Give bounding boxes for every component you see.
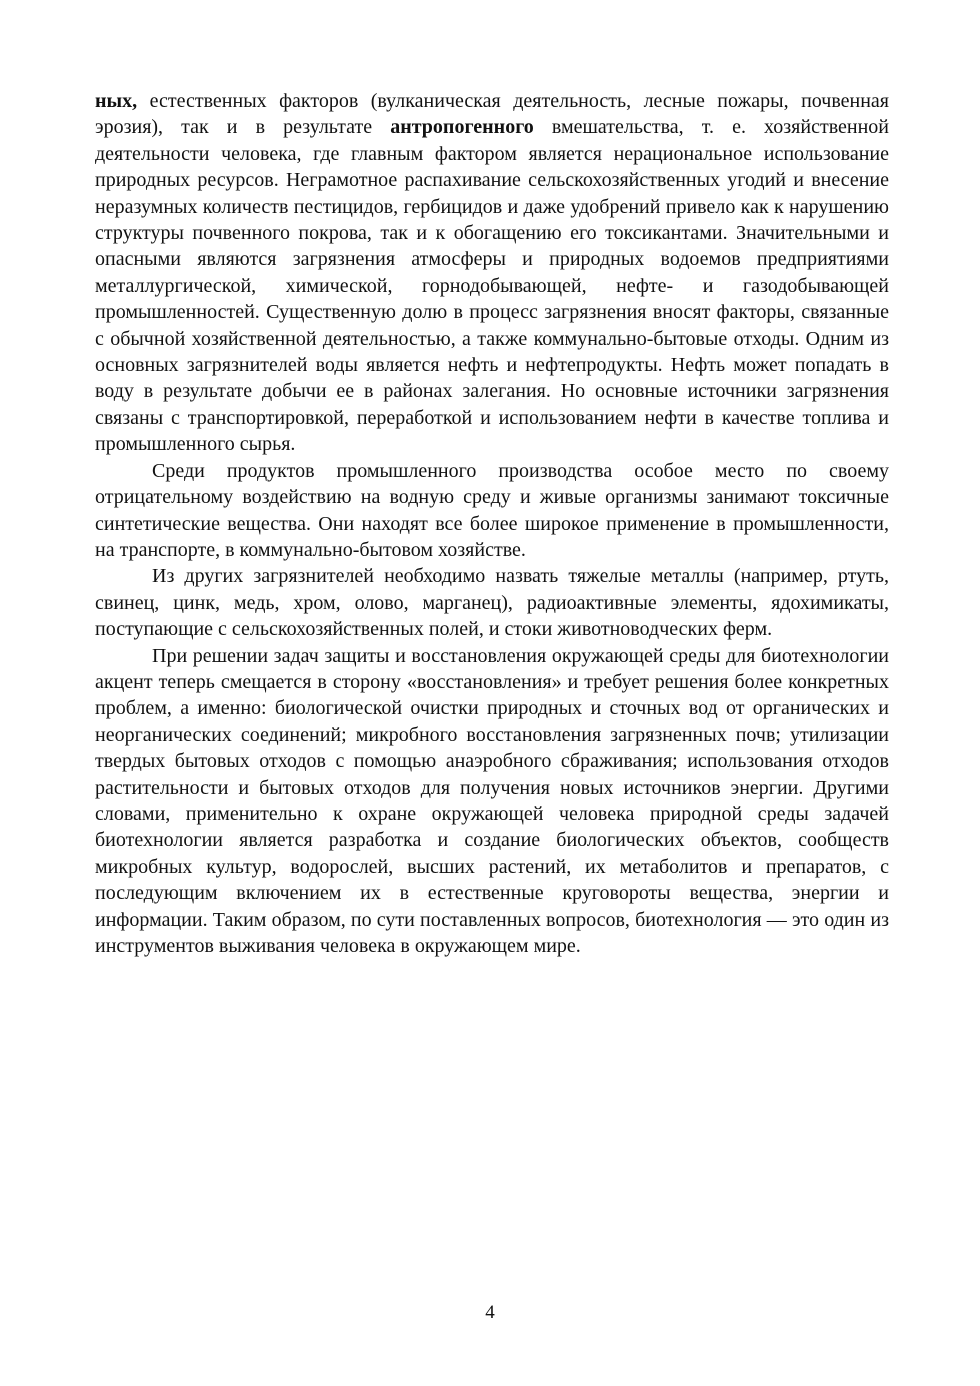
paragraph xyxy=(95,563,889,642)
body-text xyxy=(95,88,889,959)
text-segment: вмешательства, т. е. хозяйственной деятельности человека, где главным фактором является нерациональное использование природных ресурсов. Неграмотное распахивание сельскохозяйственных угодий и внесение неразумных количеств пестицидов, гербицидов и даже удобрений привело как к нарушению структуры почвенного покрова, так и к обогащению его токсикантами. Значительными и опасными являются загрязнения атмосферы и природных водоемов предприятиями металлургической, химической, горнодобывающей, нефте- и газодобывающей промышленностей. Существенную долю в процесс загрязнения вносят факторы, связанные с обычной хозяйственной деятельностью, а также коммунально-бытовые отходы. Одним из основных загрязнителей воды является нефть и нефтепродукты. Нефть может попадать в воду в результате добычи ее в районах залегания. Но основные источники загрязнения связаны с транспортировкой, переработкой и использованием нефти в качестве топлива и промышленного сырья. xyxy=(95,116,890,456)
paragraph xyxy=(95,643,889,960)
page-number: 4 xyxy=(485,1302,495,1323)
paragraph xyxy=(95,458,889,564)
text-segment: При решении задач защиты и восстановления окружающей среды для биотехнологии акцент теперь смещается в сторону «восстановления» и требует решения более конкретных проблем, а именно: биологической очистки природных и сточных вод от органических и неорганических соединений; микробного восстановления загрязненных почв; утилизации твердых бытовых отходов с помощью анаэробного сбраживания; использования отходов растительности и бытовых отходов для получения новых источников энергии. Другими словами, применительно к охране окружающей человека природной среды задачей биотехнологии является разработка и создание биологических объектов, сообществ микробных культур, водорослей, высших растений, их метаболитов и препаратов, с последующим включением их в естественные круговороты вещества, энергии и информации. Таким образом, по сути поставленных вопросов, биотехнология — это один из инструментов выживания человека в окружающем мире. xyxy=(95,644,889,957)
text-segment: Среди продуктов промышленного производства особое место по своему отрицательному воздействию на водную среду и живые организмы занимают токсичные синтетические вещества. Они находят все более широкое применение в промышленности, на транспорте, в коммунально-бытовом хозяйстве. xyxy=(95,459,889,561)
paragraph xyxy=(95,88,889,458)
text-segment: Из других загрязнителей необходимо назвать тяжелые металлы (например, ртуть, свинец, цинк, медь, хром, олово, марганец), радиоактивные элементы, ядохимикаты, поступающие с сельскохозяйственных полей, и стоки животноводческих ферм. xyxy=(95,565,889,641)
text-segment: естественных факторов (вулканическая деятельность, лесные пожары, почвенная эрозия), так и в результате xyxy=(95,90,889,139)
bold-text-segment: ных, xyxy=(95,90,138,112)
bold-text-segment: антропогенного xyxy=(390,116,534,139)
